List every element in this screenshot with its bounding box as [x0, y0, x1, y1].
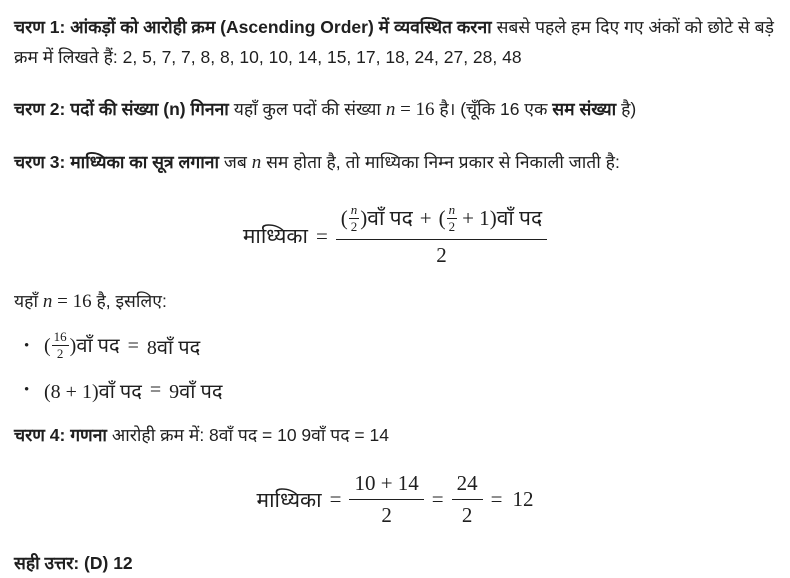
formula1-denominator: 2 — [336, 239, 547, 268]
formula2-result: 12 — [512, 487, 534, 512]
inline-math-n-equals-16: n = 16 — [42, 291, 92, 312]
step3-heading: चरण 3: माध्यिका का सूत्र लगाना — [14, 152, 219, 172]
bullet-icon: • — [24, 338, 30, 355]
formula2-equals: = — [329, 487, 342, 512]
median-formula-display — [14, 204, 776, 268]
formula2-fraction-1: $\frac{10 + 14}{2}$ — [349, 471, 423, 528]
bullet2-result: 9वाँ पद — [169, 380, 223, 403]
list-item — [14, 377, 776, 404]
step2-heading: चरण 2: पदों की संख्या (n) गिनना — [14, 99, 229, 119]
step1-heading: चरण 1: आंकड़ों को आरोही क्रम (Ascending Order) में व्यवस्थित करना — [14, 17, 492, 37]
formula1-numerator: ( $\frac{n}{2}$ )वाँ पद + ( $\frac{n}{2}$ + 1)वाँ पद — [340, 202, 543, 235]
formula1-lhs: माध्यिका — [242, 224, 308, 248]
term-label: वाँ पद — [496, 206, 543, 231]
inline-math-n-equals-16: n = 16 — [385, 99, 435, 120]
derivation-intro: यहाँ n = 16 है, इसलिए: — [14, 291, 167, 312]
step2-body: यहाँ कुल पदों की संख्या — [233, 99, 381, 119]
bullet1-result: 8वाँ पद — [146, 337, 201, 360]
step3-body: जब — [223, 152, 247, 172]
term-label: वाँ पद — [367, 206, 413, 231]
derivation-list — [14, 331, 776, 404]
sixteen-over-2-fraction: $\frac{16}{2}$ — [53, 329, 67, 361]
step1-body: सबसे पहले हम दिए गए अंकों को छोटे से बड़े क्रम में लिखते हैं: 2, 5, 7, 7, 8, 8, 10, 10, 14, 15, 17, 18, 24, 27, 28, 48 — [14, 17, 774, 67]
step3-body-continued: सम होता है, तो माध्यिका निम्न प्रकार से निकाली जाती है: — [266, 152, 620, 172]
formula2-equals: = — [431, 487, 444, 512]
inline-math-n: n — [251, 152, 262, 173]
step2-paragraph — [14, 94, 776, 125]
bullet1-equals: = — [127, 335, 139, 358]
formula1-equals: = — [315, 223, 328, 248]
step3-paragraph — [14, 147, 776, 178]
step4-heading: चरण 4: गणना — [14, 424, 107, 445]
step4-body: आरोही क्रम में: 8वाँ पद = 10 9वाँ पद = 14 — [111, 424, 389, 445]
step2-body-end: है) — [621, 99, 637, 119]
bullet1-expression: ( $\frac{16}{2}$ )वाँ पद — [44, 329, 120, 361]
bullet-icon: • — [24, 381, 30, 398]
formula2-fraction-2: $\frac{24}{2}$ — [452, 471, 483, 528]
formula1-fraction — [336, 204, 547, 267]
step1-paragraph — [14, 12, 776, 72]
bullet2-equals: = — [149, 378, 162, 401]
median-calculation-display — [14, 472, 776, 528]
bullet2-expression: (8 + 1)वाँ पद — [44, 380, 142, 403]
list-item — [14, 331, 776, 363]
step2-emphasis: सम संख्या — [552, 99, 617, 119]
correct-answer: सही उत्तर: (D) 12 — [14, 552, 133, 573]
formula2-equals: = — [490, 487, 503, 512]
formula2-lhs: माध्यिका — [256, 487, 322, 512]
n-over-2-fraction: $\frac{n}{2}$ — [350, 202, 358, 235]
n-over-2-fraction: $\frac{n}{2}$ — [448, 202, 456, 235]
step4-paragraph — [14, 420, 776, 450]
step2-body-continued: है। (चूँकि 16 एक — [439, 99, 548, 119]
